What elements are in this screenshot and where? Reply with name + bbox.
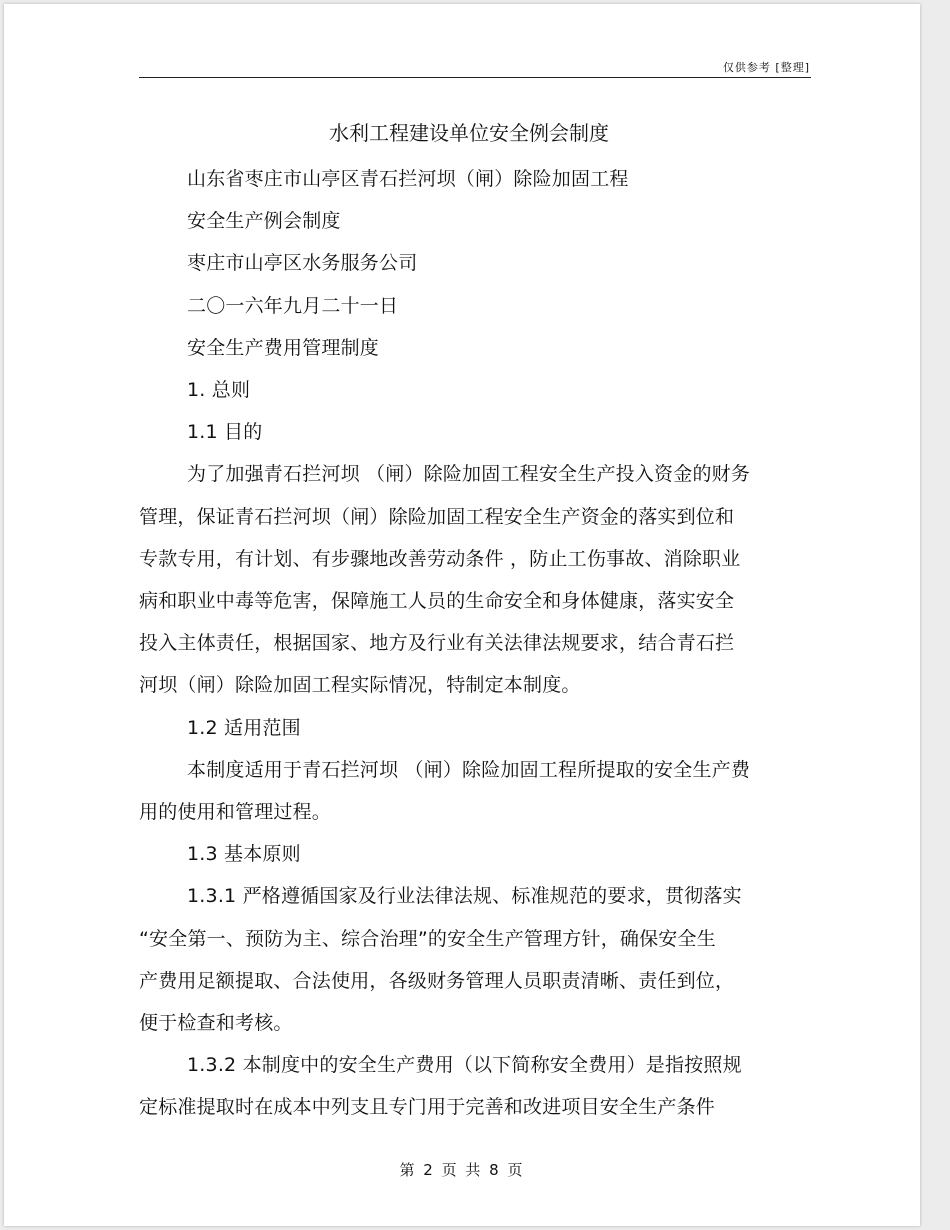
body-line: 1.3 基本原则 xyxy=(187,843,301,866)
body-line: 枣庄市山亭区水务服务公司 xyxy=(187,252,418,275)
body-line: 安全生产费用管理制度 xyxy=(187,336,380,359)
document-body xyxy=(139,116,799,1129)
body-line: 山东省枣庄市山亭区青石拦河坝（闸）除险加固工程 xyxy=(187,168,629,190)
body-line: 管理，保证青石拦河坝（闸）除险加固工程安全生产资金的落实到位和 xyxy=(139,505,735,528)
body-line: 产费用足额提取、合法使用，各级财务管理人员职责清晰、责任到位， xyxy=(139,969,735,992)
body-line: 病和职业中毒等危害，保障施工人员的生命安全和身体健康，落实安全 xyxy=(139,590,735,613)
document-title: 水利工程建设单位安全例会制度 xyxy=(329,121,609,145)
body-line: 为了加强青石拦河坝 （闸）除险加固工程安全生产投入资金的财务 xyxy=(187,463,751,486)
header-divider xyxy=(139,77,811,78)
body-line: 二〇一六年九月二十一日 xyxy=(187,294,399,317)
page-number: 第 2 页 共 8 页 xyxy=(399,1161,525,1179)
body-line: 定标准提取时在成本中列支且专门用于完善和改进项目安全生产条件 xyxy=(139,1096,716,1119)
document-lines xyxy=(139,158,799,1129)
body-line: 1.3.2 本制度中的安全生产费用（以下简称安全费用）是指按照规 xyxy=(187,1054,742,1077)
body-line: 1.3.1 严格遵循国家及行业法律法规、标准规范的要求，贯彻落实 xyxy=(187,885,742,908)
body-line: 投入主体责任，根据国家、地方及行业有关法律法规要求，结合青石拦 xyxy=(139,632,735,655)
body-line: 便于检查和考核。 xyxy=(139,1012,293,1035)
body-line: 1. 总则 xyxy=(187,379,251,402)
body-line: 1.1 目的 xyxy=(187,421,263,444)
body-line: 专款专用，有计划、有步骤地改善劳动条件 ，防止工伤事故、消除职业 xyxy=(139,547,741,570)
header-note: 仅供参考 [整理] xyxy=(722,61,810,74)
body-line: 1.2 适用范围 xyxy=(187,716,301,739)
body-line: 安全生产例会制度 xyxy=(187,210,341,233)
body-line: 本制度适用于青石拦河坝 （闸）除险加固工程所提取的安全生产费 xyxy=(187,758,751,781)
body-line: 河坝（闸）除险加固工程实际情况，特制定本制度。 xyxy=(139,674,581,697)
body-line: “安全第一、预防为主、综合治理”的安全生产管理方针，确保安全生 xyxy=(139,927,716,950)
document-page xyxy=(4,4,920,1226)
body-line: 用的使用和管理过程。 xyxy=(139,801,332,824)
